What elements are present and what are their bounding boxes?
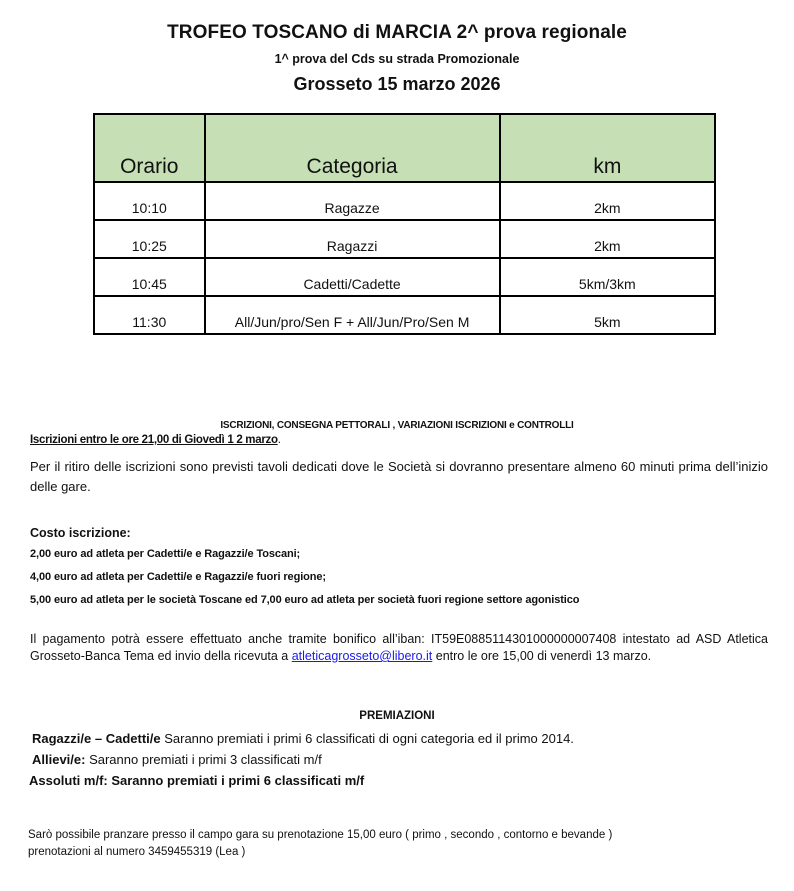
cell-category: Ragazzi bbox=[205, 220, 500, 258]
column-header-orario: Orario bbox=[94, 114, 205, 182]
table-row bbox=[94, 258, 715, 296]
cost-line: 2,00 euro ad atleta per Cadetti/e e Ragazzi/e Toscani; bbox=[30, 548, 301, 560]
cell-km: 5km/3km bbox=[500, 258, 715, 296]
table-row bbox=[94, 296, 715, 334]
cell-time: 10:45 bbox=[94, 258, 205, 296]
award-line bbox=[32, 731, 574, 746]
award-line bbox=[32, 752, 322, 767]
cell-category: Cadetti/Cadette bbox=[205, 258, 500, 296]
column-header-categoria: Categoria bbox=[205, 114, 500, 182]
column-header-km: km bbox=[500, 114, 715, 182]
schedule-header-row bbox=[94, 114, 715, 182]
table-row bbox=[94, 182, 715, 220]
pickup-paragraph: Per il ritiro delle iscrizioni sono previsti tavoli dedicati dove le Società si dovranno presentare almeno 60 minuti prima dell’inizio delle gare. bbox=[30, 459, 768, 494]
cost-line: 5,00 euro ad atleta per le società Toscane ed 7,00 euro ad atleta per società fuori regione settore agonistico bbox=[30, 594, 580, 606]
table-row bbox=[94, 220, 715, 258]
cost-line: 4,00 euro ad atleta per Cadetti/e e Ragazzi/e fuori regione; bbox=[30, 571, 326, 583]
payment-text-end: entro le ore 15,00 di venerdì 13 marzo. bbox=[432, 649, 652, 663]
registration-deadline-text: Iscrizioni entro le ore 21,00 di Giovedì 1 2 marzo bbox=[30, 434, 278, 446]
cell-time: 11:30 bbox=[94, 296, 205, 334]
awards-heading: PREMIAZIONI bbox=[359, 710, 435, 722]
cell-category: Ragazze bbox=[205, 182, 500, 220]
event-date: Grosseto 15 marzo 2026 bbox=[293, 74, 501, 94]
award-line bbox=[29, 773, 364, 788]
schedule-table bbox=[93, 113, 716, 335]
award-text: Saranno premiati i primi 6 classificati di ogni categoria ed il primo 2014. bbox=[160, 731, 574, 746]
cell-km: 5km bbox=[500, 296, 715, 334]
event-title: TROFEO TOSCANO di MARCIA 2^ prova regionale bbox=[167, 22, 627, 43]
cell-km: 2km bbox=[500, 182, 715, 220]
registration-heading: ISCRIZIONI, CONSEGNA PETTORALI , VARIAZIONI ISCRIZIONI e CONTROLLI bbox=[220, 420, 574, 431]
cell-km: 2km bbox=[500, 220, 715, 258]
cell-time: 10:10 bbox=[94, 182, 205, 220]
award-text: Saranno premiati i primi 3 classificati m/f bbox=[85, 752, 322, 767]
event-subtitle: 1^ prova del Cds su strada Promozionale bbox=[274, 52, 520, 66]
registration-deadline bbox=[30, 434, 281, 446]
cell-time: 10:25 bbox=[94, 220, 205, 258]
lunch-info: Sarò possibile pranzare presso il campo gara su prenotazione 15,00 euro ( primo , secondo , contorno e bevande ) bbox=[28, 829, 613, 841]
cell-category: All/Jun/pro/Sen F + All/Jun/Pro/Sen M bbox=[205, 296, 500, 334]
payment-text: Il pagamento potrà essere effettuato anche tramite bonifico all’iban: IT59E0885114301000000007408 intestato ad ASD Atletica Grosseto-Banca Tema ed invio della ricevuta a bbox=[30, 632, 768, 663]
email-link[interactable]: atleticagrosseto@libero.it bbox=[291, 649, 433, 663]
award-label: Assoluti m/f: Saranno premiati i primi 6 classificati m/f bbox=[29, 773, 365, 788]
registration-deadline-period: . bbox=[277, 434, 281, 446]
payment-paragraph bbox=[30, 631, 768, 665]
award-label: Ragazzi/e – Cadetti/e bbox=[32, 731, 161, 746]
cost-heading: Costo iscrizione: bbox=[30, 526, 131, 540]
award-label: Allievi/e: bbox=[32, 752, 86, 767]
lunch-booking: prenotazioni al numero 3459455319 (Lea ) bbox=[28, 846, 246, 858]
